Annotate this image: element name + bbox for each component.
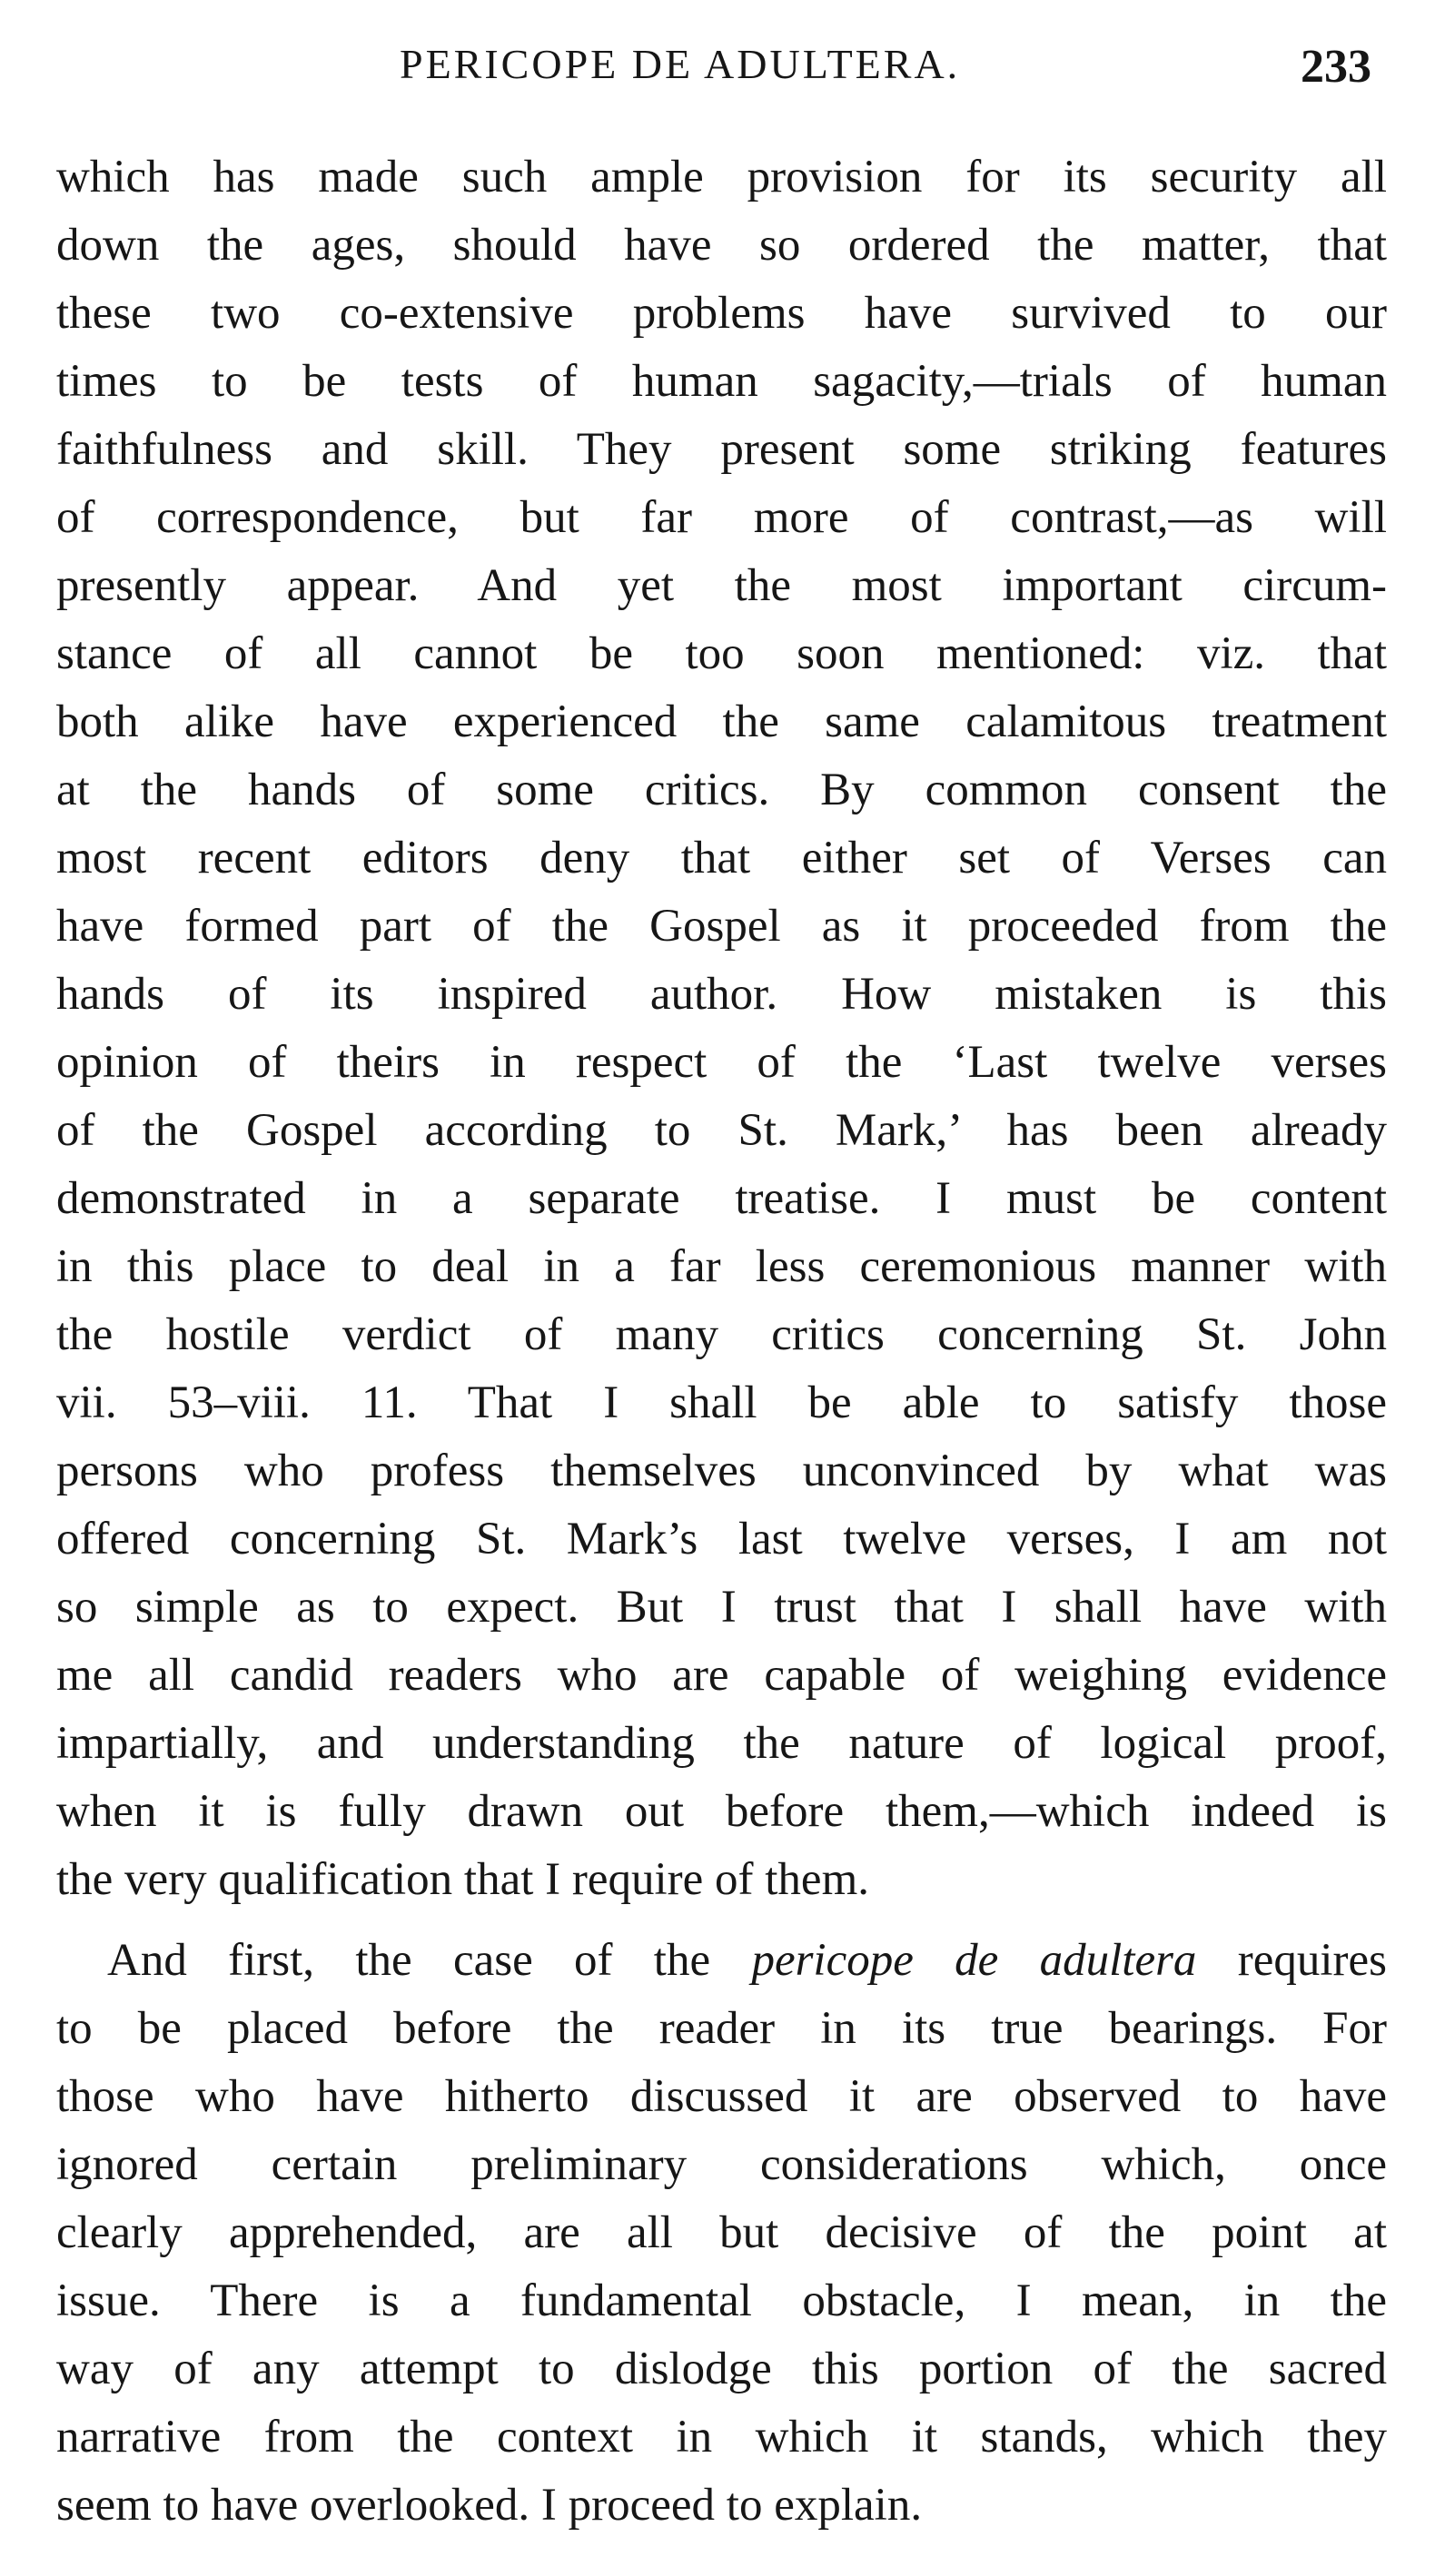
text-line: demonstrated in a separate treatise. I must be content [56,1173,1387,1224]
text-line: when it is fully drawn out before them,—which indeed is [56,1786,1387,1837]
text-line: the hostile verdict of many critics concerning St. John [56,1309,1387,1360]
text-line: persons who profess themselves unconvinced by what was [56,1446,1387,1496]
text-line: to be placed before the reader in its true bearings. For [56,2003,1387,2054]
text-line: ignored certain preliminary considerations which, once [56,2139,1387,2190]
text-line: at the hands of some critics. By common consent the [56,765,1387,815]
text-line: opinion of theirs in respect of the ‘Last twelve verses [56,1037,1387,1088]
text-line: times to be tests of human sagacity,—trials of human [56,356,1387,407]
page-number: 233 [1301,41,1371,93]
text-line: seem to have overlooked. I proceed to explain. [56,2480,923,2531]
text-line: impartially, and understanding the nature of logical proof, [56,1718,1387,1769]
text-line: those who have hitherto discussed it are observed to have [56,2071,1387,2122]
text-line: down the ages, should have so ordered the matter, that [56,220,1387,271]
text-segment: And first, the case of the [107,1935,711,1986]
text-line: presently appear. And yet the most important circum- [56,560,1387,611]
text-line: in this place to deal in a far less ceremonious manner with [56,1241,1387,1292]
text-line: clearly apprehended, are all but decisive of the point at [56,2207,1387,2258]
running-title: PERICOPE DE ADULTERA. [400,41,961,87]
text-line: me all candid readers who are capable of weighing evidence [56,1650,1387,1701]
text-line: offered concerning St. Mark’s last twelve verses, I am not [56,1514,1387,1564]
text-line: so simple as to expect. But I trust that I shall have with [56,1582,1387,1633]
paragraph-2 [56,1927,1387,2540]
text-line: faithfulness and skill. They present some striking features [56,424,1387,475]
text-line: way of any attempt to dislodge this portion of the sacred [56,2344,1387,2394]
text-segment: requires [1237,1935,1387,1986]
text-line: of the Gospel according to St. Mark,’ has been already [56,1105,1387,1156]
text-line: have formed part of the Gospel as it proceeded from the [56,901,1387,952]
text-line: most recent editors deny that either set of Verses can [56,833,1387,883]
text-line: vii. 53–viii. 11. That I shall be able to satisfy those [56,1377,1387,1428]
text-line: stance of all cannot be too soon mentioned: viz. that [56,628,1387,679]
text-line: of correspondence, but far more of contrast,—as will [56,492,1387,543]
body-text [56,143,1387,2540]
text-line: both alike have experienced the same calamitous treatment [56,696,1387,747]
text-line: which has made such ample provision for its security all [56,152,1387,202]
text-line: issue. There is a fundamental obstacle, I mean, in the [56,2275,1387,2326]
text-line: narrative from the context in which it stands, which they [56,2412,1387,2462]
running-head [0,36,1435,100]
text-line: hands of its inspired author. How mistaken is this [56,969,1387,1020]
text-line: the very qualification that I require of them. [56,1854,869,1905]
text-line: these two co-extensive problems have survived to our [56,288,1387,339]
italic-term: pericope de adultera [751,1935,1197,1986]
paragraph-1 [56,143,1387,1914]
paragraph-gap [56,1914,1387,1927]
text-line [56,1927,1387,1995]
